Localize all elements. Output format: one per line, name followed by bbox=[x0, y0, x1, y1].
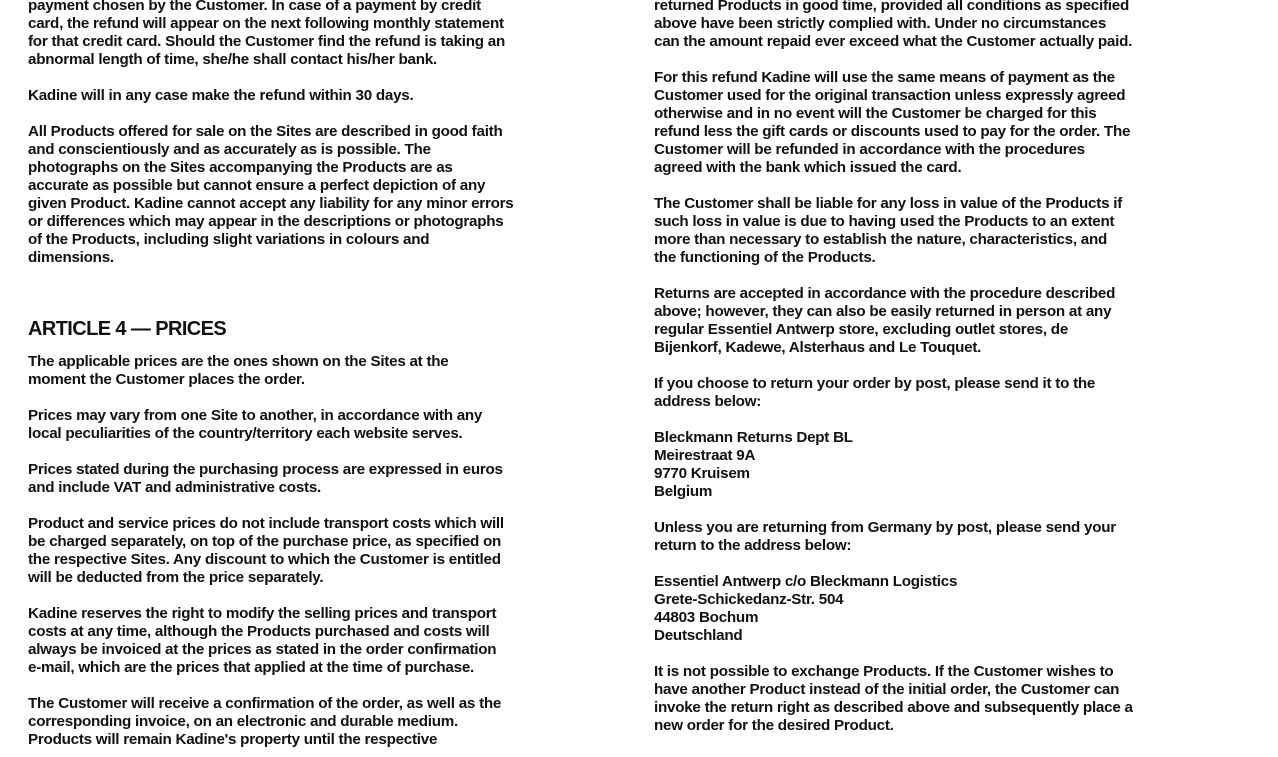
return-by-post-paragraph bbox=[654, 375, 1154, 411]
text-line: or differences which may appear in the descriptions or photographs bbox=[28, 213, 504, 230]
text-line: regular Essentiel Antwerp store, excluding outlet stores, de bbox=[654, 321, 1069, 338]
text-line: can the amount repaid ever exceed what the Customer actually paid. bbox=[654, 33, 1133, 50]
refund-timing-paragraph bbox=[28, 87, 528, 105]
text-line: the functioning of the Products. bbox=[654, 249, 876, 266]
text-line: and conscientiously and as accurately as is possible. The bbox=[28, 141, 431, 158]
address-line: Essentiel Antwerp c/o Bleckmann Logistics bbox=[654, 573, 958, 590]
belgium-return-address bbox=[654, 429, 1154, 501]
text-line: agreed with the bank which issued the card. bbox=[654, 159, 962, 176]
left-pre-paragraphs bbox=[28, 0, 528, 267]
address-line: Bleckmann Returns Dept BL bbox=[654, 429, 853, 446]
address-line: 44803 Bochum bbox=[654, 609, 759, 626]
text-line: will be deducted from the price separately. bbox=[28, 569, 324, 586]
text-line: e-mail, which are the prices that applied at the time of purchase. bbox=[28, 659, 474, 676]
text-line: abnormal length of time, she/he shall contact his/her bank. bbox=[28, 51, 437, 68]
text-line: Returns are accepted in accordance with the procedure described bbox=[654, 285, 1116, 302]
address-line: Grete-Schickedanz-Str. 504 bbox=[654, 591, 844, 608]
product-description-paragraph bbox=[28, 123, 528, 267]
text-line: above have been strictly complied with. Under no circumstances bbox=[654, 15, 1107, 32]
text-line: the respective Sites. Any discount to which the Customer is entitled bbox=[28, 551, 501, 568]
text-line: Product and service prices do not include transport costs which will bbox=[28, 515, 504, 532]
text-line: For this refund Kadine will use the same means of payment as the bbox=[654, 69, 1115, 86]
address-line: Meirestraat 9A bbox=[654, 447, 756, 464]
text-line: more than necessary to establish the nature, characteristics, and bbox=[654, 231, 1108, 248]
text-line: The Customer shall be liable for any loss in value of the Products if bbox=[654, 195, 1123, 212]
text-line: invoke the return right as described above and subsequently place a bbox=[654, 699, 1133, 716]
text-line: The applicable prices are the ones shown on the Sites at the bbox=[28, 353, 449, 370]
text-line: The Customer will receive a confirmation of the order, as well as the bbox=[28, 695, 502, 712]
germany-return-paragraph bbox=[654, 519, 1154, 555]
terms-left-column bbox=[28, 0, 528, 757]
text-line: given Product. Kadine cannot accept any liability for any minor errors bbox=[28, 195, 514, 212]
text-line: refund less the gift cards or discounts used to pay for the order. The bbox=[654, 123, 1131, 140]
no-exchange-paragraph bbox=[654, 663, 1154, 735]
refund-credit-card-paragraph bbox=[28, 0, 528, 69]
text-line: Products will remain Kadine's property until the respective bbox=[28, 731, 438, 748]
text-line: corresponding invoice, on an electronic and durable medium. bbox=[28, 713, 458, 730]
text-line: card, the refund will appear on the next following monthly statement bbox=[28, 15, 504, 32]
text-line: and include VAT and administrative costs. bbox=[28, 479, 322, 496]
text-line: new order for the desired Product. bbox=[654, 717, 894, 734]
text-line: returned Products in good time, provided all conditions as specified bbox=[654, 0, 1129, 14]
article-heading: ARTICLE 4 — PRICES bbox=[28, 318, 227, 340]
transport-costs-paragraph bbox=[28, 515, 528, 587]
text-line: above; however, they can also be easily returned in person at any bbox=[654, 303, 1112, 320]
text-line: It is not possible to exchange Products. If the Customer wishes to bbox=[654, 663, 1114, 680]
text-line: accurate as possible but cannot ensure a perfect depiction of any bbox=[28, 177, 486, 194]
address-line: Deutschland bbox=[654, 627, 743, 644]
terms-right-column bbox=[654, 0, 1154, 753]
address-line: 9770 Kruisem bbox=[654, 465, 750, 482]
left-post-paragraphs bbox=[28, 353, 528, 749]
text-line: always be invoiced at the prices as stated in the order confirmation bbox=[28, 641, 497, 658]
text-line: such loss in value is due to having used the Products to an extent bbox=[654, 213, 1115, 230]
text-line: Customer used for the original transaction unless expressly agreed bbox=[654, 87, 1126, 104]
text-line: Kadine reserves the right to modify the selling prices and transport bbox=[28, 605, 497, 622]
order-confirmation-paragraph bbox=[28, 695, 528, 749]
text-line: address below: bbox=[654, 393, 762, 410]
text-line: otherwise and in no event will the Customer be charged for this bbox=[654, 105, 1097, 122]
text-line: be charged separately, on top of the purchase price, as specified on bbox=[28, 533, 502, 550]
germany-return-address bbox=[654, 573, 1154, 645]
applicable-prices-paragraph bbox=[28, 353, 528, 389]
price-modification-paragraph bbox=[28, 605, 528, 677]
text-line: costs at any time, although the Products purchased and costs will bbox=[28, 623, 490, 640]
text-line: Kadine will in any case make the refund within 30 days. bbox=[28, 87, 414, 104]
returns-in-store-paragraph bbox=[654, 285, 1154, 357]
loss-in-value-paragraph bbox=[654, 195, 1154, 267]
text-line: photographs on the Sites accompanying the Products are as bbox=[28, 159, 453, 176]
text-line: Customer will be refunded in accordance with the procedures bbox=[654, 141, 1085, 158]
text-line: All Products offered for sale on the Sites are described in good faith bbox=[28, 123, 503, 140]
text-line: If you choose to return your order by post, please send it to the bbox=[654, 375, 1096, 392]
text-line: payment chosen by the Customer. In case of a payment by credit bbox=[28, 0, 481, 14]
text-line: have another Product instead of the initial order, the Customer can bbox=[654, 681, 1120, 698]
address-line: Belgium bbox=[654, 483, 713, 500]
currency-vat-paragraph bbox=[28, 461, 528, 497]
text-line: moment the Customer places the order. bbox=[28, 371, 305, 388]
text-line: local peculiarities of the country/territory each website serves. bbox=[28, 425, 463, 442]
text-line: return to the address below: bbox=[654, 537, 852, 554]
refund-conditions-paragraph bbox=[654, 0, 1154, 51]
text-line: for that credit card. Should the Customer find the refund is taking an bbox=[28, 33, 505, 50]
text-line: Prices may vary from one Site to another, in accordance with any bbox=[28, 407, 483, 424]
text-line: Unless you are returning from Germany by post, please send your bbox=[654, 519, 1116, 536]
refund-payment-means-paragraph bbox=[654, 69, 1154, 177]
text-line: of the Products, including slight variations in colours and bbox=[28, 231, 430, 248]
text-line: Prices stated during the purchasing process are expressed in euros bbox=[28, 461, 503, 478]
text-line: Bijenkorf, Kadewe, Alsterhaus and Le Touquet. bbox=[654, 339, 982, 356]
text-line: dimensions. bbox=[28, 249, 114, 266]
price-variation-paragraph bbox=[28, 407, 528, 443]
